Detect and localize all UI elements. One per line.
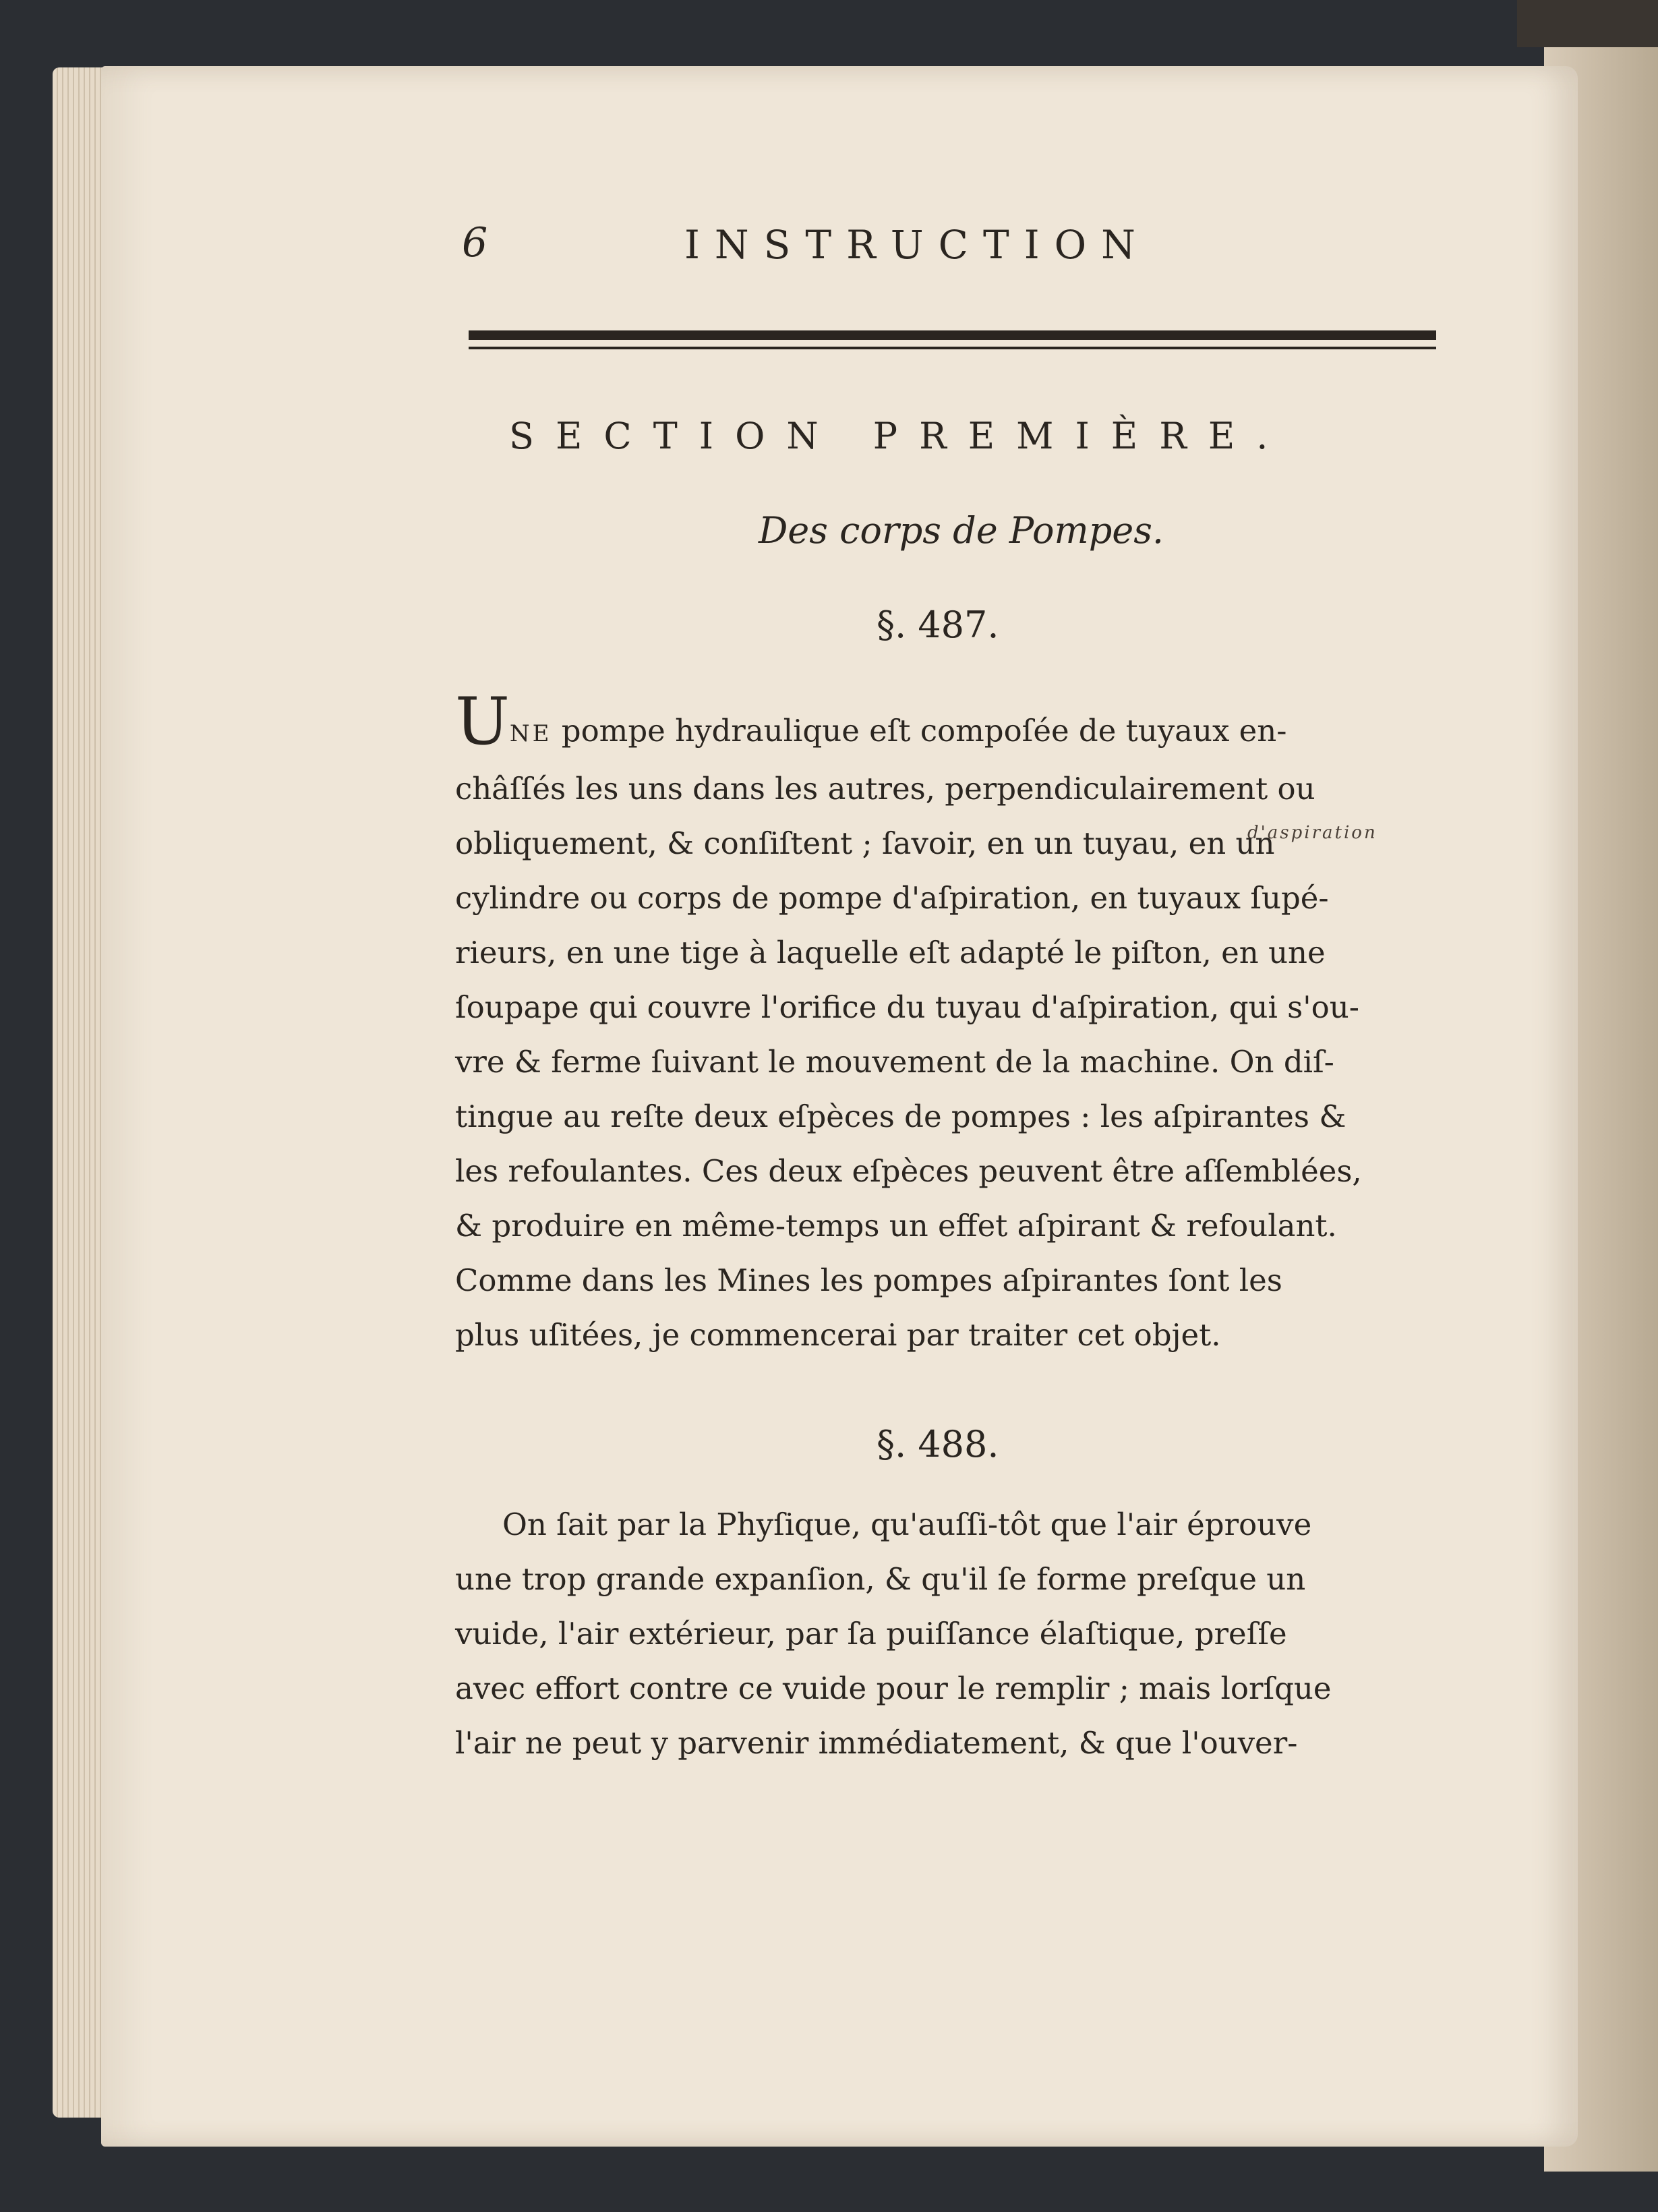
text-line: tingue au reſte deux eſpèces de pompes : les aſpirantes &: [455, 1099, 1346, 1134]
handwritten-annotation: d'aspiration: [1247, 823, 1378, 843]
text-line: vre & ferme ſuivant le mouvement de la machine. On diſ-: [455, 1044, 1334, 1080]
text-line: l'air ne peut y parvenir immédiatement, & que l'ouver-: [455, 1725, 1298, 1761]
section-subtitle: Des corps de Pompes.: [759, 509, 1164, 552]
text-line: vuide, l'air extérieur, par ſa puiſſance élaſtique, preſſe: [455, 1616, 1287, 1652]
text-line: ſoupape qui couvre l'orifice du tuyau d'aſpiration, qui s'ou-: [455, 989, 1359, 1025]
paragraph-487-body: [455, 684, 1440, 1362]
page-number: 6: [462, 219, 488, 266]
text-line: rieurs, en une tige à laquelle eſt adapté le piſton, en une: [455, 935, 1326, 970]
small-caps: NE: [509, 720, 552, 747]
running-title: INSTRUCTION: [684, 222, 1150, 268]
text-line: avec effort contre ce vuide pour le remplir ; mais lorſque: [455, 1670, 1332, 1706]
text-line: obliquement, & conſiſtent ; ſavoir, en un tuyau, en un: [455, 825, 1275, 861]
text-line: les refoulantes. Ces deux eſpèces peuvent être aſſemblées,: [455, 1153, 1362, 1189]
book-cover-edge: [1517, 0, 1658, 47]
header-rule-thick: [469, 330, 1436, 340]
text-line: On ſait par la Phyſique, qu'auſſi-tôt que l'air éprouve: [502, 1507, 1312, 1542]
section-title: SECTION PREMIÈRE.: [509, 415, 1290, 457]
text-line: cylindre ou corps de pompe d'aſpiration, en tuyaux ſupé-: [455, 880, 1329, 916]
text-line: une trop grande expanſion, & qu'il ſe forme preſque un: [455, 1561, 1306, 1597]
text-line: & produire en même-temps un effet aſpirant & refoulant.: [455, 1208, 1337, 1244]
text-line: châſſés les uns dans les autres, perpendiculairement ou: [455, 771, 1315, 807]
text-line: plus uſitées, je commencerai par traiter cet objet.: [455, 1317, 1221, 1353]
paragraph-488-body: [455, 1497, 1440, 1770]
header-rule-thin: [469, 347, 1436, 349]
paragraph-number-487: §. 487.: [877, 604, 999, 646]
text-line: UNE pompe hydraulique eſt compoſée de tuyaux en-: [455, 684, 1287, 759]
text-line: Comme dans les Mines les pompes aſpirantes ſont les: [455, 1262, 1282, 1298]
drop-cap: U: [455, 684, 510, 759]
page-header: [462, 219, 1436, 287]
paragraph-number-488: §. 488.: [877, 1423, 999, 1465]
